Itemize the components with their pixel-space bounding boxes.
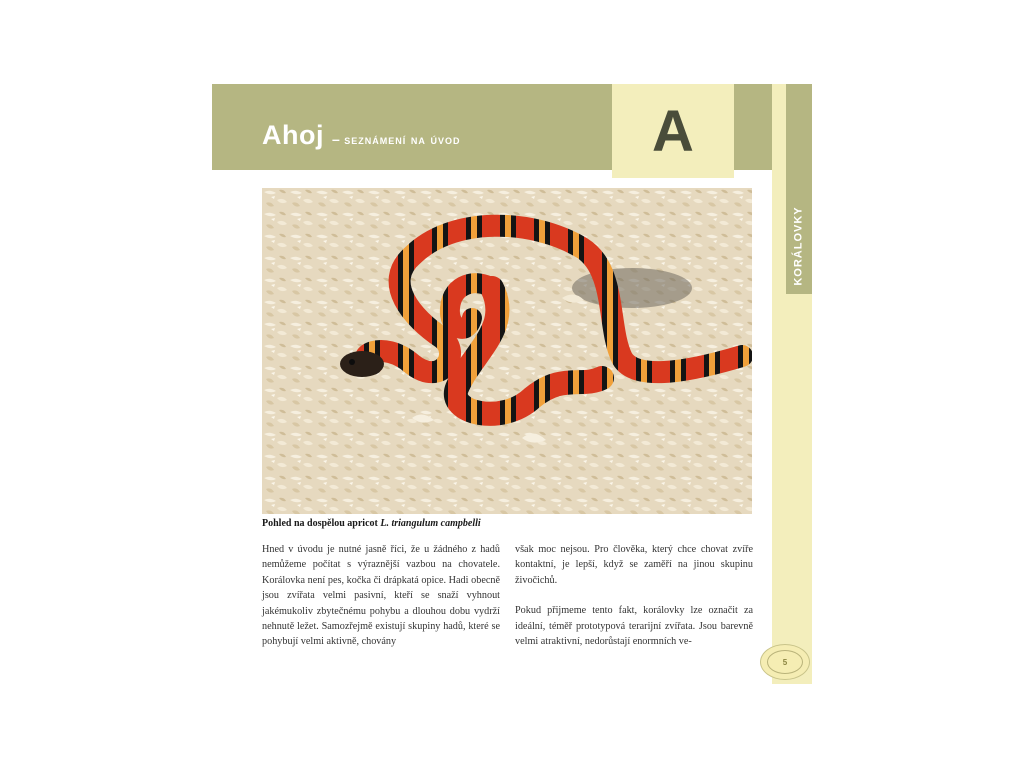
publisher-seal-icon bbox=[760, 644, 810, 680]
seal-inner bbox=[767, 650, 803, 674]
chapter-title-main: Ahoj bbox=[262, 120, 324, 150]
header-band bbox=[212, 84, 612, 170]
caption-species: L. triangulum campbelli bbox=[380, 518, 481, 529]
body-paragraph: Pokud přijmeme tento fakt, korálovky lze označit za ideální, téměř prototypová terarijní zvířata. Jsou barevně velmi atraktivní, nedorůstají enormních ve- bbox=[515, 605, 753, 648]
chapter-letter: A bbox=[652, 98, 694, 164]
body-column-right bbox=[515, 542, 753, 649]
photo-caption bbox=[262, 518, 481, 529]
body-paragraph: Hned v úvodu je nutné jasně říci, že u žádného z hadů nemůžeme počítat s výraznější vazbou na chovatele. Korálovka není pes, kočka či drápkatá opice. Hadi obecně jsou zvířata velmi pasivní, kteří se snaží vyhnout jakémukoliv zbytečnému pohybu a dlouhou dobu vydrží nehnutě ležet. Samozřejmě existují skupiny hadů, které se pohybují velmi aktivně, chovány bbox=[262, 544, 500, 648]
chapter-title bbox=[262, 120, 460, 151]
chapter-title-dash: – bbox=[332, 131, 340, 147]
body-paragraph: však moc nejsou. Pro člověka, který chce chovat zvíře kontaktní, je lepší, když se zaměří na jinou skupinu živočichů. bbox=[515, 544, 753, 586]
chapter-subtitle: seznámení na úvod bbox=[344, 132, 461, 147]
side-tab-label-box bbox=[786, 200, 812, 292]
body-column-left bbox=[262, 542, 500, 650]
side-tab-label: KORÁLOVKY bbox=[793, 206, 805, 286]
paragraph-gap bbox=[515, 588, 753, 603]
seal-text: 5 bbox=[782, 657, 788, 667]
header-band-end bbox=[734, 84, 772, 170]
caption-text: Pohled na dospělou apricot bbox=[262, 518, 381, 529]
chapter-letter-box bbox=[612, 84, 734, 178]
snake-photo bbox=[262, 188, 752, 514]
book-page bbox=[212, 84, 812, 684]
snake-illustration bbox=[262, 188, 752, 514]
